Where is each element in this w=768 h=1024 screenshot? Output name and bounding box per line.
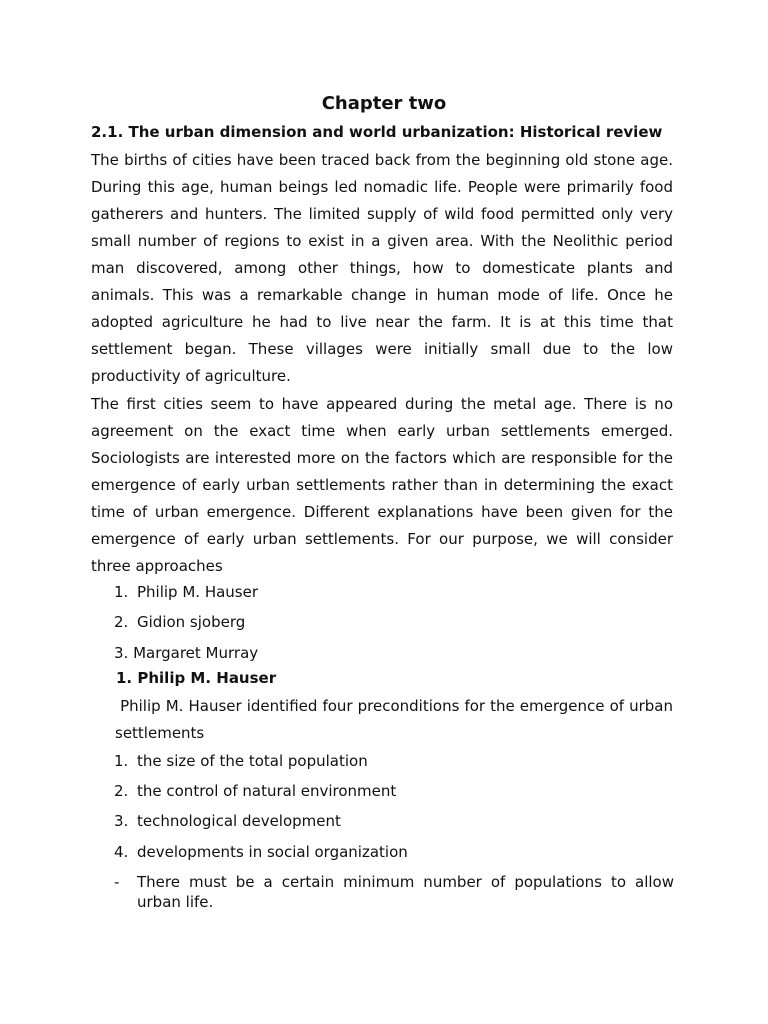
list-number: 2.: [114, 782, 129, 800]
list-text: Philip M. Hauser: [137, 583, 259, 601]
list-text: the control of natural environment: [137, 782, 397, 800]
paragraph-1: The births of cities have been traced back from the beginning old stone age. During this age, human beings led nomadic life. People were primarily food gatherers and hunters. The limited supply of wild food permitted only very small number of regions to exist in a given area. With the Neolithic period man discovered, among other things, how to domesticate plants and animals. This was a remarkable change in human mode of life. Once he adopted agriculture he had to live near the farm. It is at this time that settlement began. These villages were initially small due to the low productivity of agriculture.: [91, 151, 673, 385]
approach-item: [114, 612, 674, 632]
bullet-text: There must be a certain minimum number of populations to allow urban life.: [137, 873, 674, 911]
list-text: developments in social organization: [137, 843, 408, 861]
approach-item: [114, 643, 674, 663]
approach-item: [114, 582, 674, 602]
dash-marker: -: [114, 873, 120, 891]
paragraph-3-text: Philip M. Hauser identified four preconditions for the emergence of urban settlements: [115, 697, 673, 742]
precondition-item: [114, 842, 674, 862]
precondition-item: [114, 751, 674, 771]
paragraph-3: [115, 693, 673, 747]
list-number: 2.: [114, 613, 129, 631]
list-text: 3. Margaret Murray: [114, 644, 259, 662]
precondition-item: [114, 811, 674, 831]
bullet-item: [114, 872, 674, 912]
list-number: 1.: [114, 583, 129, 601]
chapter-title: Chapter two: [321, 93, 447, 114]
list-text: Gidion sjoberg: [137, 613, 246, 631]
list-number: 3.: [114, 812, 129, 830]
list-number: 4.: [114, 843, 129, 861]
precondition-item: [114, 781, 674, 801]
list-text: the size of the total population: [137, 752, 368, 770]
paragraph-2: The first cities seem to have appeared during the metal age. There is no agreement on the exact time when early urban settlements emerged. Sociologists are interested more on the factors which are responsible for the emergence of early urban settlements rather than in determining the exact time of urban emergence. Different explanations have been given for the emergence of early urban settlements. For our purpose, we will consider three approaches: [91, 395, 673, 575]
subheading: 1. Philip M. Hauser: [116, 669, 277, 687]
list-text: technological development: [137, 812, 341, 830]
list-number: 1.: [114, 752, 129, 770]
section-heading: 2.1. The urban dimension and world urbanization: Historical review: [91, 123, 663, 141]
